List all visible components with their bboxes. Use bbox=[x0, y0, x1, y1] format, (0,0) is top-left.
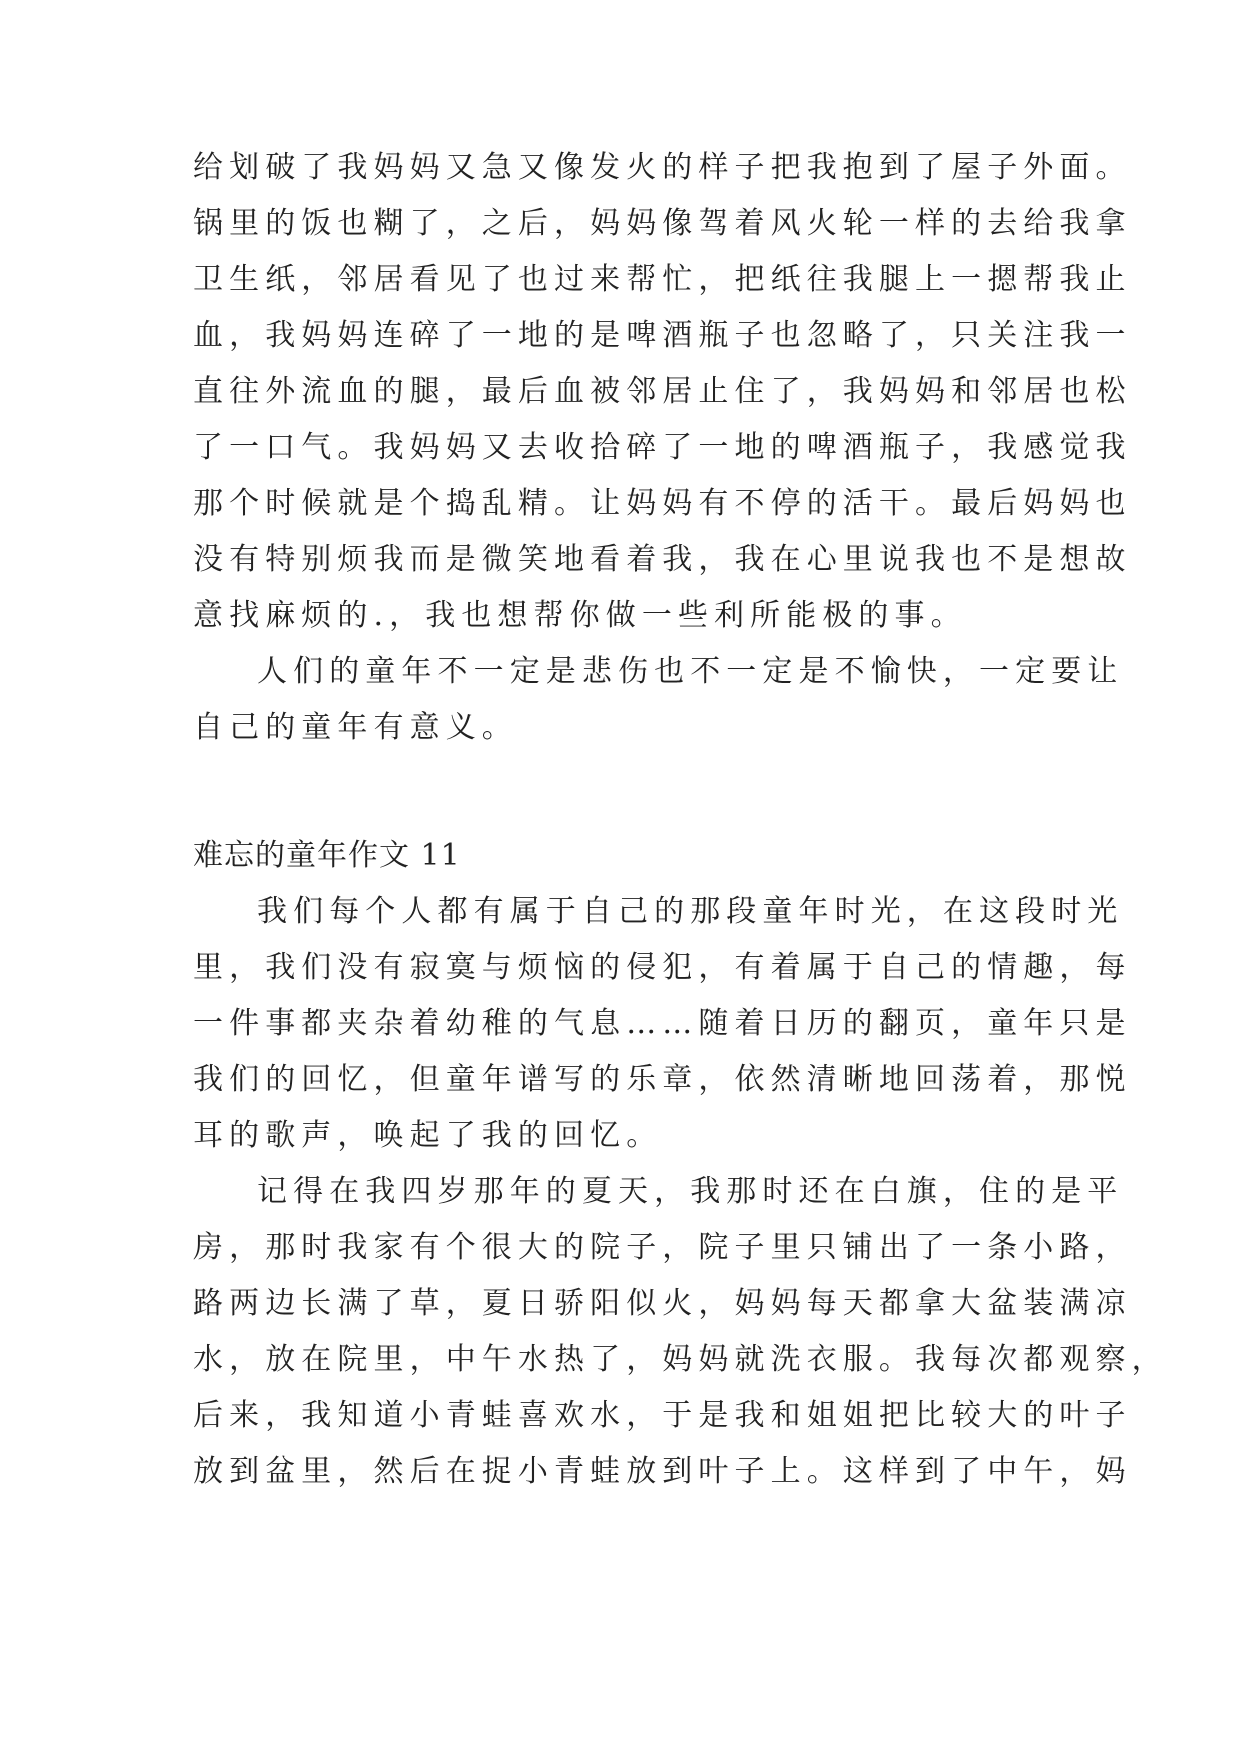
paragraph-line: 给划破了我妈妈又急又像发火的样子把我抱到了屋子外面。 bbox=[193, 150, 1132, 185]
paragraph-line: 我们的回忆，但童年谱写的乐章，依然清晰地回荡着，那悦 bbox=[193, 1062, 1132, 1097]
paragraph-line: 记得在我四岁那年的夏天，我那时还在白旗，住的是平 bbox=[257, 1174, 1124, 1209]
paragraph-line: 耳的歌声，唤起了我的回忆。 bbox=[193, 1118, 663, 1153]
paragraph-line: 房，那时我家有个很大的院子，院子里只铺出了一条小路， bbox=[193, 1230, 1132, 1265]
paragraph-line: 我们每个人都有属于自己的那段童年时光，在这段时光 bbox=[257, 894, 1124, 929]
paragraph-line: 没有特别烦我而是微笑地看着我，我在心里说我也不是想故 bbox=[193, 542, 1132, 577]
paragraph-line: 自己的童年有意义。 bbox=[193, 710, 518, 745]
paragraph-line: 那个时候就是个捣乱精。让妈妈有不停的活干。最后妈妈也 bbox=[193, 486, 1132, 521]
paragraph-line: 直往外流血的腿，最后血被邻居止住了，我妈妈和邻居也松 bbox=[193, 374, 1132, 409]
paragraph-line: 人们的童年不一定是悲伤也不一定是不愉快，一定要让 bbox=[257, 654, 1124, 689]
paragraph-line: 里，我们没有寂寞与烦恼的侵犯，有着属于自己的情趣，每 bbox=[193, 950, 1132, 985]
paragraph-line: 水，放在院里，中午水热了，妈妈就洗衣服。我每次都观察， bbox=[193, 1342, 1168, 1377]
paragraph-line: 路两边长满了草，夏日骄阳似火，妈妈每天都拿大盆装满凉 bbox=[193, 1286, 1132, 1321]
paragraph-line: 卫生纸，邻居看见了也过来帮忙，把纸往我腿上一摁帮我止 bbox=[193, 262, 1132, 297]
paragraph-line: 锅里的饭也糊了，之后，妈妈像驾着风火轮一样的去给我拿 bbox=[193, 206, 1132, 241]
paragraph-line: 了一口气。我妈妈又去收拾碎了一地的啤酒瓶子，我感觉我 bbox=[193, 430, 1132, 465]
section-title: 难忘的童年作文 11 bbox=[193, 838, 461, 873]
paragraph-line: 一件事都夹杂着幼稚的气息……随着日历的翻页，童年只是 bbox=[193, 1006, 1132, 1041]
paragraph-line: 血，我妈妈连碎了一地的是啤酒瓶子也忽略了，只关注我一 bbox=[193, 318, 1132, 353]
paragraph-line: 后来，我知道小青蛙喜欢水，于是我和姐姐把比较大的叶子 bbox=[193, 1398, 1132, 1433]
paragraph-line: 放到盆里，然后在捉小青蛙放到叶子上。这样到了中午，妈 bbox=[193, 1454, 1132, 1489]
paragraph-line: 意找麻烦的.，我也想帮你做一些利所能极的事。 bbox=[193, 598, 967, 633]
